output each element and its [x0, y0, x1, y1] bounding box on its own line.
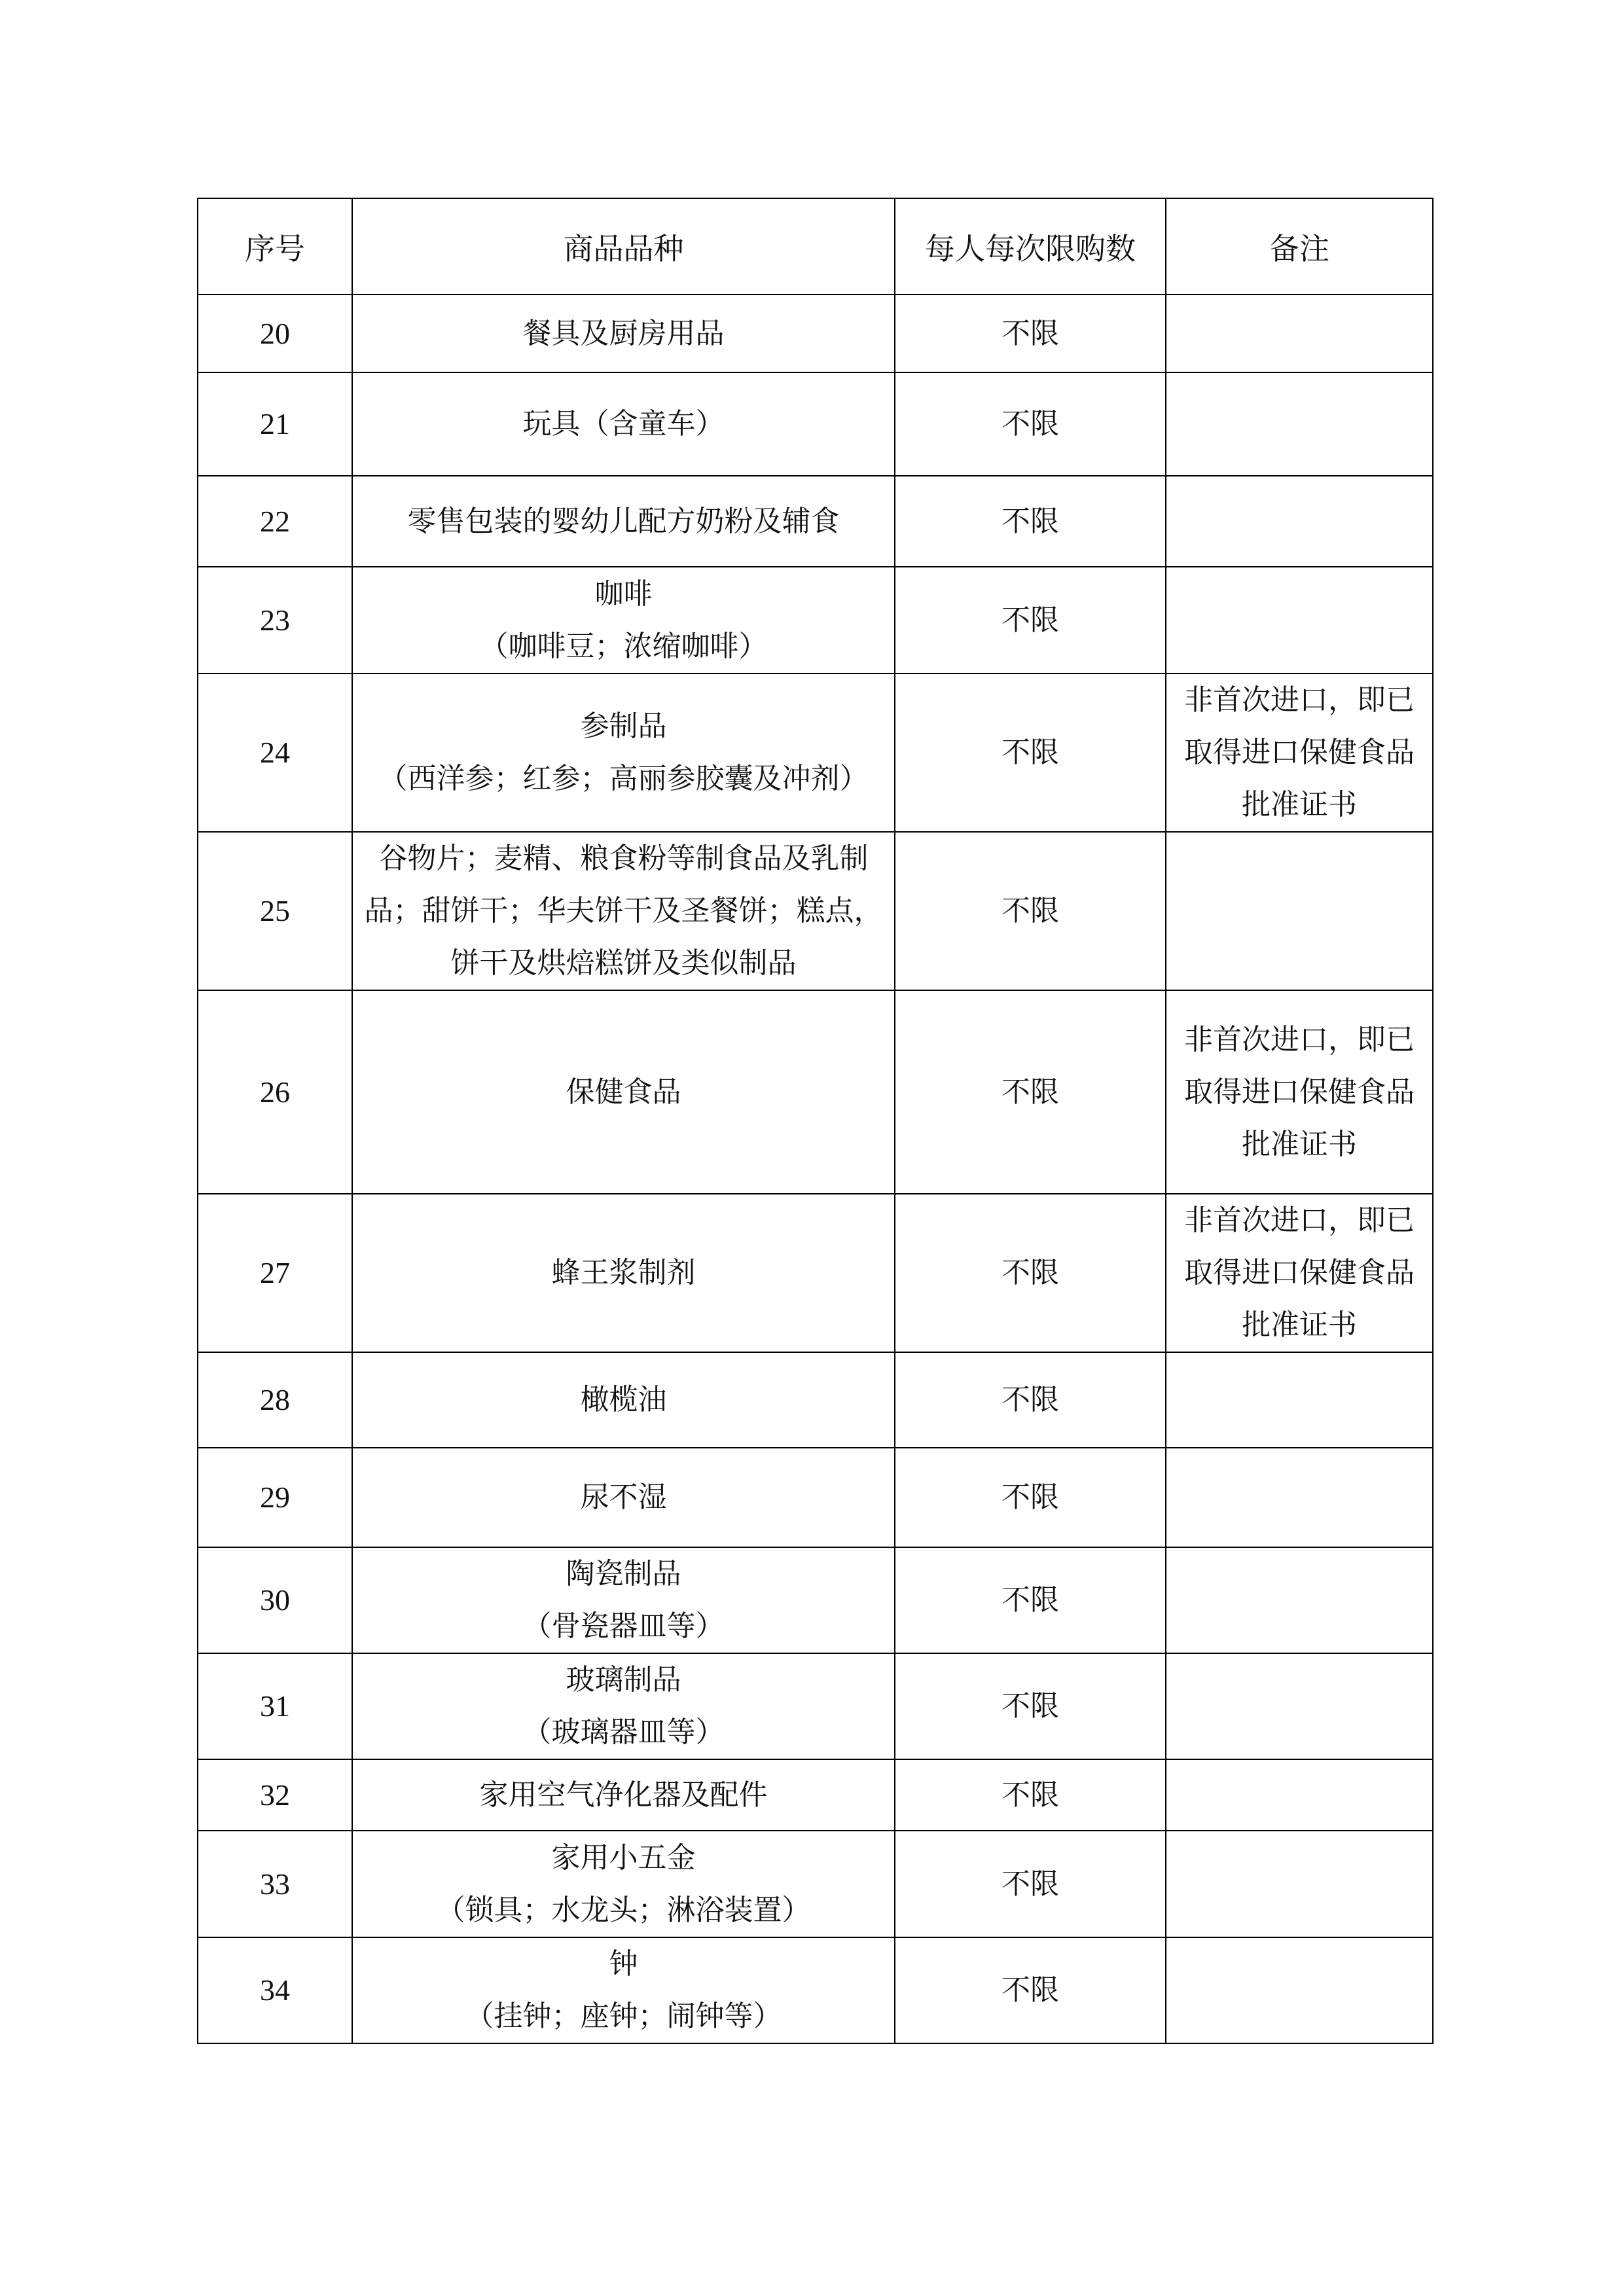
category-line: （玻璃器皿等）: [522, 1715, 725, 1749]
category-line: 橄榄油: [580, 1383, 667, 1416]
cell-limit: 不限: [895, 990, 1166, 1194]
cell-remark: [1166, 1759, 1433, 1831]
cell-seq: 30: [198, 1547, 352, 1653]
category-line: （挂钟；座钟；闹钟等）: [465, 2000, 782, 2033]
cell-category: [352, 673, 895, 832]
table-row: [198, 832, 1433, 990]
table-row: [198, 1352, 1433, 1448]
table-row: [198, 1194, 1433, 1352]
cell-remark: [1166, 1448, 1433, 1547]
table-body: [198, 295, 1433, 2043]
cell-limit: 不限: [895, 1352, 1166, 1448]
cell-remark: [1166, 372, 1433, 476]
cell-limit: 不限: [895, 1194, 1166, 1352]
cell-limit: 不限: [895, 1937, 1166, 2043]
cell-seq: 25: [198, 832, 352, 990]
cell-category: [352, 1653, 895, 1759]
category-line: 尿不湿: [580, 1480, 667, 1514]
table-row: [198, 1653, 1433, 1759]
cell-remark: [1166, 295, 1433, 372]
cell-remark: [1166, 1937, 1433, 2043]
cell-remark: 非首次进口，即已取得进口保健食品批准证书: [1166, 673, 1433, 832]
category-line: 咖啡: [594, 577, 653, 611]
header-seq: 序号: [198, 198, 352, 295]
cell-limit: 不限: [895, 1448, 1166, 1547]
cell-category: [352, 1831, 895, 1937]
category-line: 餐具及厨房用品: [522, 316, 725, 350]
cell-seq: 21: [198, 372, 352, 476]
cell-limit: 不限: [895, 673, 1166, 832]
category-line: 参制品: [580, 709, 667, 743]
header-category: 商品品种: [352, 198, 895, 295]
cell-category: [352, 1448, 895, 1547]
table-row: [198, 1831, 1433, 1937]
purchase-limit-table: [197, 198, 1434, 2044]
cell-category: [352, 567, 895, 673]
cell-category: [352, 372, 895, 476]
cell-limit: 不限: [895, 1547, 1166, 1653]
cell-limit: 不限: [895, 476, 1166, 567]
cell-seq: 34: [198, 1937, 352, 2043]
header-remark: 备注: [1166, 198, 1433, 295]
cell-seq: 33: [198, 1831, 352, 1937]
cell-remark: 非首次进口，即已取得进口保健食品批准证书: [1166, 990, 1433, 1194]
cell-limit: 不限: [895, 295, 1166, 372]
cell-seq: 24: [198, 673, 352, 832]
table-row: [198, 295, 1433, 372]
category-line: 玻璃制品: [566, 1663, 681, 1696]
table-header-row: [198, 198, 1433, 295]
category-line: （骨瓷器皿等）: [522, 1609, 725, 1643]
cell-category: [352, 295, 895, 372]
cell-seq: 32: [198, 1759, 352, 1831]
category-line: 钟: [609, 1947, 638, 1981]
cell-category: [352, 1194, 895, 1352]
cell-seq: 29: [198, 1448, 352, 1547]
table-row: [198, 990, 1433, 1194]
cell-remark: [1166, 476, 1433, 567]
table-row: [198, 567, 1433, 673]
cell-category: [352, 832, 895, 990]
table-row: [198, 1759, 1433, 1831]
category-line: 谷物片；麦精、粮食粉等制食品及乳制品；甜饼干；华夫饼干及圣餐饼；糕点，饼干及烘焙糕饼及类似制品: [364, 842, 883, 980]
cell-category: [352, 990, 895, 1194]
cell-limit: 不限: [895, 567, 1166, 673]
header-limit: 每人每次限购数: [895, 198, 1166, 295]
cell-category: [352, 1937, 895, 2043]
cell-remark: [1166, 567, 1433, 673]
category-line: （咖啡豆；浓缩咖啡）: [479, 629, 768, 663]
cell-seq: 28: [198, 1352, 352, 1448]
table-row: [198, 1547, 1433, 1653]
cell-limit: 不限: [895, 372, 1166, 476]
cell-remark: [1166, 1547, 1433, 1653]
cell-category: [352, 1547, 895, 1653]
table-row: [198, 476, 1433, 567]
category-line: 零售包装的婴幼儿配方奶粉及辅食: [407, 504, 840, 538]
category-line: 蜂王浆制剂: [551, 1256, 696, 1289]
cell-remark: [1166, 1831, 1433, 1937]
cell-remark: [1166, 1352, 1433, 1448]
cell-seq: 20: [198, 295, 352, 372]
table-row: [198, 673, 1433, 832]
category-line: 保健食品: [566, 1075, 681, 1109]
category-line: （锁具；水龙头；淋浴装置）: [436, 1893, 811, 1927]
cell-seq: 26: [198, 990, 352, 1194]
category-line: 玩具（含童车）: [522, 407, 725, 440]
cell-limit: 不限: [895, 1653, 1166, 1759]
table-row: [198, 1448, 1433, 1547]
cell-remark: [1166, 832, 1433, 990]
cell-seq: 27: [198, 1194, 352, 1352]
cell-seq: 31: [198, 1653, 352, 1759]
cell-category: [352, 1352, 895, 1448]
category-line: 家用空气净化器及配件: [479, 1778, 768, 1812]
cell-category: [352, 1759, 895, 1831]
cell-limit: 不限: [895, 832, 1166, 990]
cell-remark: [1166, 1653, 1433, 1759]
cell-category: [352, 476, 895, 567]
category-line: （西洋参；红参；高丽参胶囊及冲剂）: [378, 762, 869, 795]
cell-remark: 非首次进口，即已取得进口保健食品批准证书: [1166, 1194, 1433, 1352]
cell-limit: 不限: [895, 1759, 1166, 1831]
table-row: [198, 1937, 1433, 2043]
category-line: 陶瓷制品: [566, 1557, 681, 1590]
table-row: [198, 372, 1433, 476]
cell-seq: 23: [198, 567, 352, 673]
cell-seq: 22: [198, 476, 352, 567]
category-line: 家用小五金: [551, 1840, 696, 1874]
cell-limit: 不限: [895, 1831, 1166, 1937]
